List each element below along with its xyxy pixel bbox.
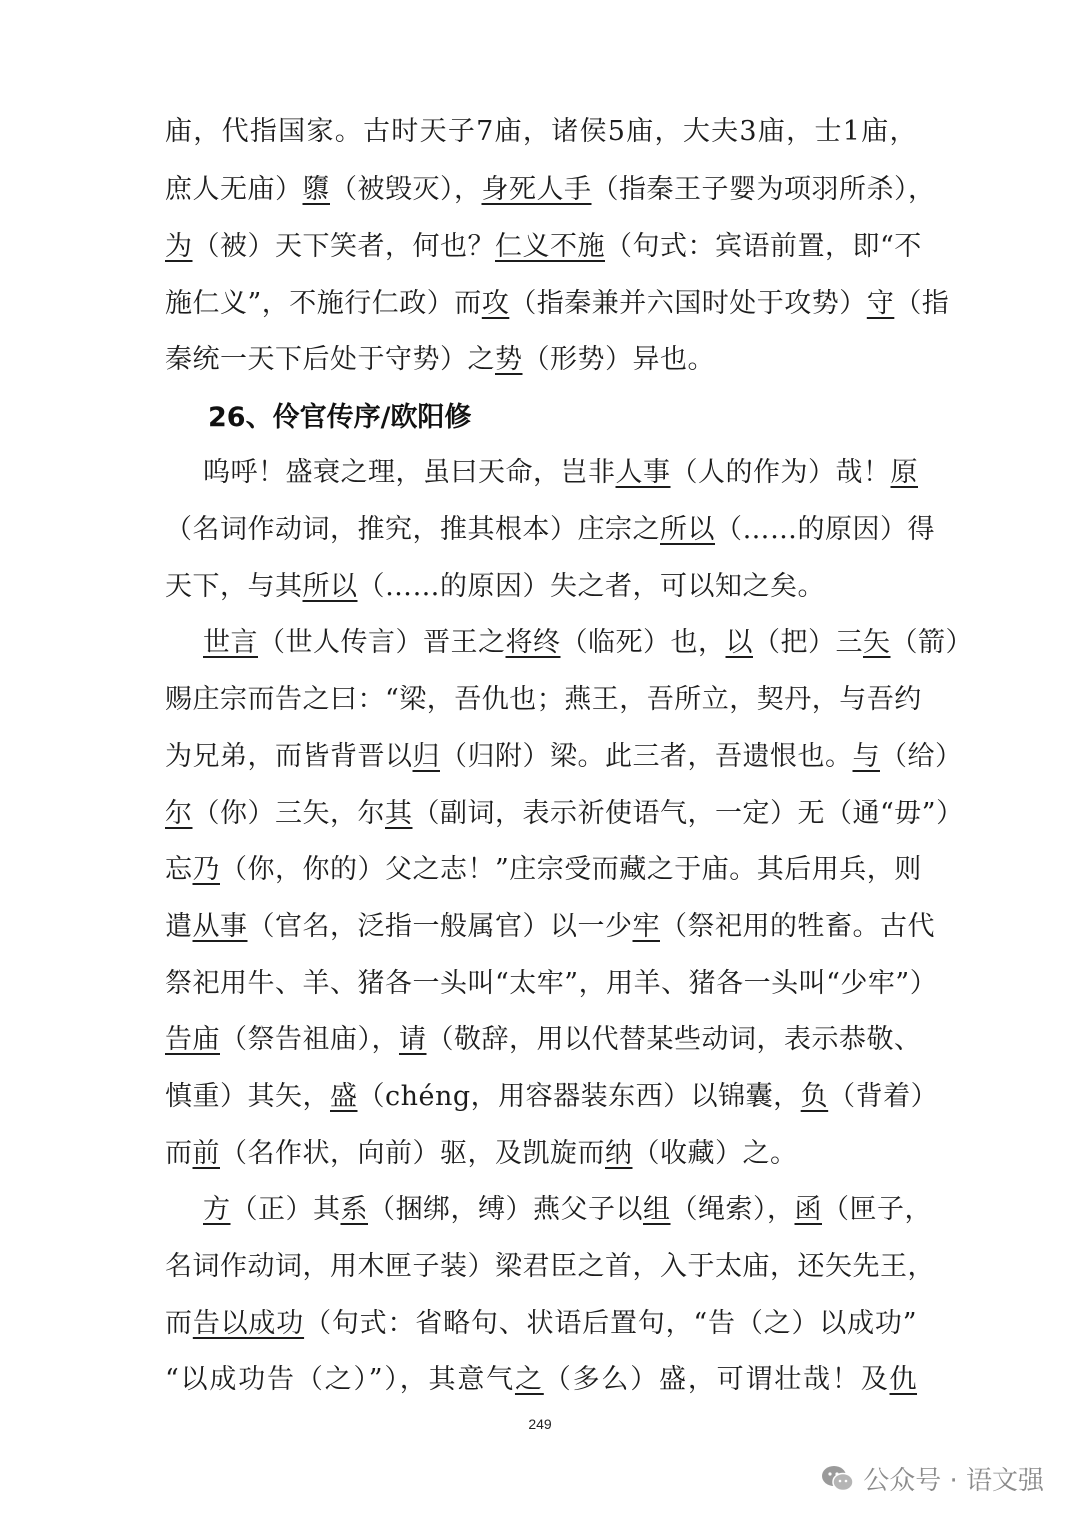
annotated-term: 乃 <box>192 854 220 885</box>
annotated-term: 守 <box>866 288 895 319</box>
text-segment: “以成功告（之）”），其意气 <box>165 1364 515 1395</box>
annotated-term: 仁义不施 <box>495 231 605 262</box>
annotated-term: 牢 <box>632 911 660 942</box>
text-line <box>165 1360 917 1400</box>
text-line <box>165 1247 935 1287</box>
annotated-term: 所以 <box>302 571 358 602</box>
text-segment: （……的原因）失之者，可以知之矣。 <box>357 571 825 602</box>
text-segment: （匣子， <box>822 1194 932 1225</box>
text-segment: 天下，与其 <box>165 571 303 602</box>
text-segment: （副词，表示祈使语气，一定）无（通“毋”） <box>412 798 964 829</box>
watermark <box>821 1460 1044 1497</box>
text-line <box>165 794 964 834</box>
annotated-term: 身死人手 <box>481 174 592 205</box>
annotated-term: 为 <box>165 231 193 262</box>
annotated-term: 人事 <box>615 457 671 488</box>
text-segment: 名词作动词，用木匣子装）梁君臣之首，入于太庙，还矢先王， <box>165 1251 935 1282</box>
annotated-term: 将终 <box>505 627 561 658</box>
text-line <box>165 1077 939 1117</box>
annotated-term: 攻 <box>481 288 510 319</box>
text-line <box>165 227 922 267</box>
text-segment: （捆绑，缚）燕父子以 <box>368 1194 643 1225</box>
text-segment: （指秦兼并六国时处于攻势） <box>509 288 867 319</box>
text-segment: （多么）盛，可谓壮哉！及 <box>543 1364 890 1395</box>
text-segment: （收藏）之。 <box>632 1138 798 1169</box>
text-line <box>165 510 935 550</box>
text-segment: （绳索）， <box>670 1194 795 1225</box>
text-line <box>165 680 922 720</box>
wechat-icon <box>821 1464 855 1494</box>
text-line <box>165 284 950 324</box>
annotated-term: 尔 <box>165 798 193 829</box>
text-segment: （官名，泛指一般属官）以一少 <box>247 911 633 942</box>
annotated-term: 纳 <box>605 1138 633 1169</box>
text-segment: （人的作为）哉！ <box>670 457 891 488</box>
text-segment: 呜呼！盛衰之理，虽曰天命，岂非 <box>203 457 616 488</box>
text-segment: （句式：宾语前置，即“不 <box>605 231 922 262</box>
text-segment: 忘 <box>165 854 193 885</box>
text-segment: 慎重）其矢， <box>165 1081 330 1112</box>
text-segment: （祭告祖庙）， <box>220 1024 399 1055</box>
text-line <box>165 112 917 152</box>
annotated-term: 所以 <box>660 514 715 545</box>
text-line <box>165 567 917 607</box>
text-segment: （祭祀用的牲畜。古代 <box>660 911 935 942</box>
annotated-term: 其 <box>385 798 413 829</box>
text-line <box>165 1020 922 1060</box>
annotated-term: 隳 <box>302 174 330 205</box>
text-segment: 遣 <box>165 911 193 942</box>
text-segment: （形势）异也。 <box>522 344 715 375</box>
text-segment: （句式：省略句、状语后置句，“告（之）以成功” <box>304 1308 918 1339</box>
text-segment: （正）其 <box>230 1194 341 1225</box>
text-line <box>165 907 935 947</box>
annotated-term: 从事 <box>192 911 248 942</box>
text-segment: 庶人无庙） <box>165 174 303 205</box>
text-segment: 秦统一天下后处于守势）之 <box>165 344 495 375</box>
annotated-term: 告庙 <box>165 1024 220 1055</box>
text-segment: （你，你的）父之志！”庄宗受而藏之于庙。其后用兵，则 <box>220 854 922 885</box>
text-line <box>165 170 936 210</box>
text-segment: （名词作动词，推究，推其根本）庄宗之 <box>165 514 660 545</box>
text-segment: （名作状，向前）驱，及凯旋而 <box>220 1138 605 1169</box>
annotated-term: 势 <box>495 344 523 375</box>
text-segment: （chéng，用容器装东西）以锦囊， <box>357 1081 801 1112</box>
text-segment: 赐庄宗而告之曰：“梁，吾仇也；燕王，吾所立，契丹，与吾约 <box>165 684 922 715</box>
text-segment: 而 <box>165 1308 193 1339</box>
annotated-term: 函 <box>794 1194 822 1225</box>
annotated-term: 原 <box>890 457 918 488</box>
annotated-term: 仇 <box>889 1364 918 1395</box>
text-segment: 庙，代指国家。古时天子7庙，诸侯5庙，大夫3庙，士1庙， <box>165 116 917 147</box>
text-segment: 为兄弟，而皆背晋以 <box>165 741 413 772</box>
text-line <box>165 1134 917 1174</box>
watermark-text: 公众号 · 语文强 <box>863 1466 1044 1496</box>
text-segment: 祭祀用牛、羊、猪各一头叫“太牢”，用羊、猪各一头叫“少牢”） <box>165 968 938 999</box>
annotated-term: 盛 <box>330 1081 358 1112</box>
annotated-term: 方 <box>203 1194 231 1225</box>
annotated-term: 请 <box>399 1024 427 1055</box>
annotated-term: 以 <box>725 627 753 658</box>
text-segment: （把）三 <box>753 627 863 658</box>
annotated-term: 归 <box>412 741 440 772</box>
annotated-term: 告以成功 <box>192 1308 305 1339</box>
text-segment: （背着） <box>828 1081 939 1112</box>
annotated-term: 世言 <box>203 627 258 658</box>
text-segment: （被）天下笑者，何也？ <box>192 231 495 262</box>
text-segment: （敬辞，用以代替某些动词，表示恭敬、 <box>426 1024 922 1055</box>
section-heading: 26、伶官传序/欧阳修 <box>208 402 472 433</box>
text-line <box>165 737 963 777</box>
annotated-term: 系 <box>340 1194 368 1225</box>
text-segment: （被毁灭）， <box>330 174 482 205</box>
annotated-term: 前 <box>192 1138 220 1169</box>
text-segment: （临死）也， <box>560 627 726 658</box>
text-segment: （世人传言）晋王之 <box>258 627 506 658</box>
annotated-term: 组 <box>643 1194 671 1225</box>
text-segment: （箭） <box>890 627 973 658</box>
text-line <box>165 1304 917 1344</box>
annotated-term: 负 <box>800 1081 829 1112</box>
text-segment: 而 <box>165 1138 193 1169</box>
text-segment: （指秦王子婴为项羽所杀）， <box>591 174 936 205</box>
text-segment: （指 <box>894 288 950 319</box>
page-number: 249 <box>528 1416 552 1432</box>
text-line <box>165 850 922 890</box>
text-segment: （给） <box>880 741 963 772</box>
annotated-term: 与 <box>852 741 880 772</box>
text-segment: （归附）梁。此三者，吾遗恨也。 <box>440 741 853 772</box>
text-line <box>203 1190 932 1230</box>
text-segment: 施仁义”，不施行仁政）而 <box>165 288 482 319</box>
text-segment: （你）三矢，尔 <box>192 798 385 829</box>
text-line <box>203 623 973 663</box>
text-line <box>203 453 917 493</box>
text-line <box>165 964 938 1004</box>
text-line <box>165 340 917 380</box>
text-segment: （……的原因）得 <box>715 514 935 545</box>
annotated-term: 之 <box>514 1364 544 1395</box>
annotated-term: 矢 <box>863 627 891 658</box>
